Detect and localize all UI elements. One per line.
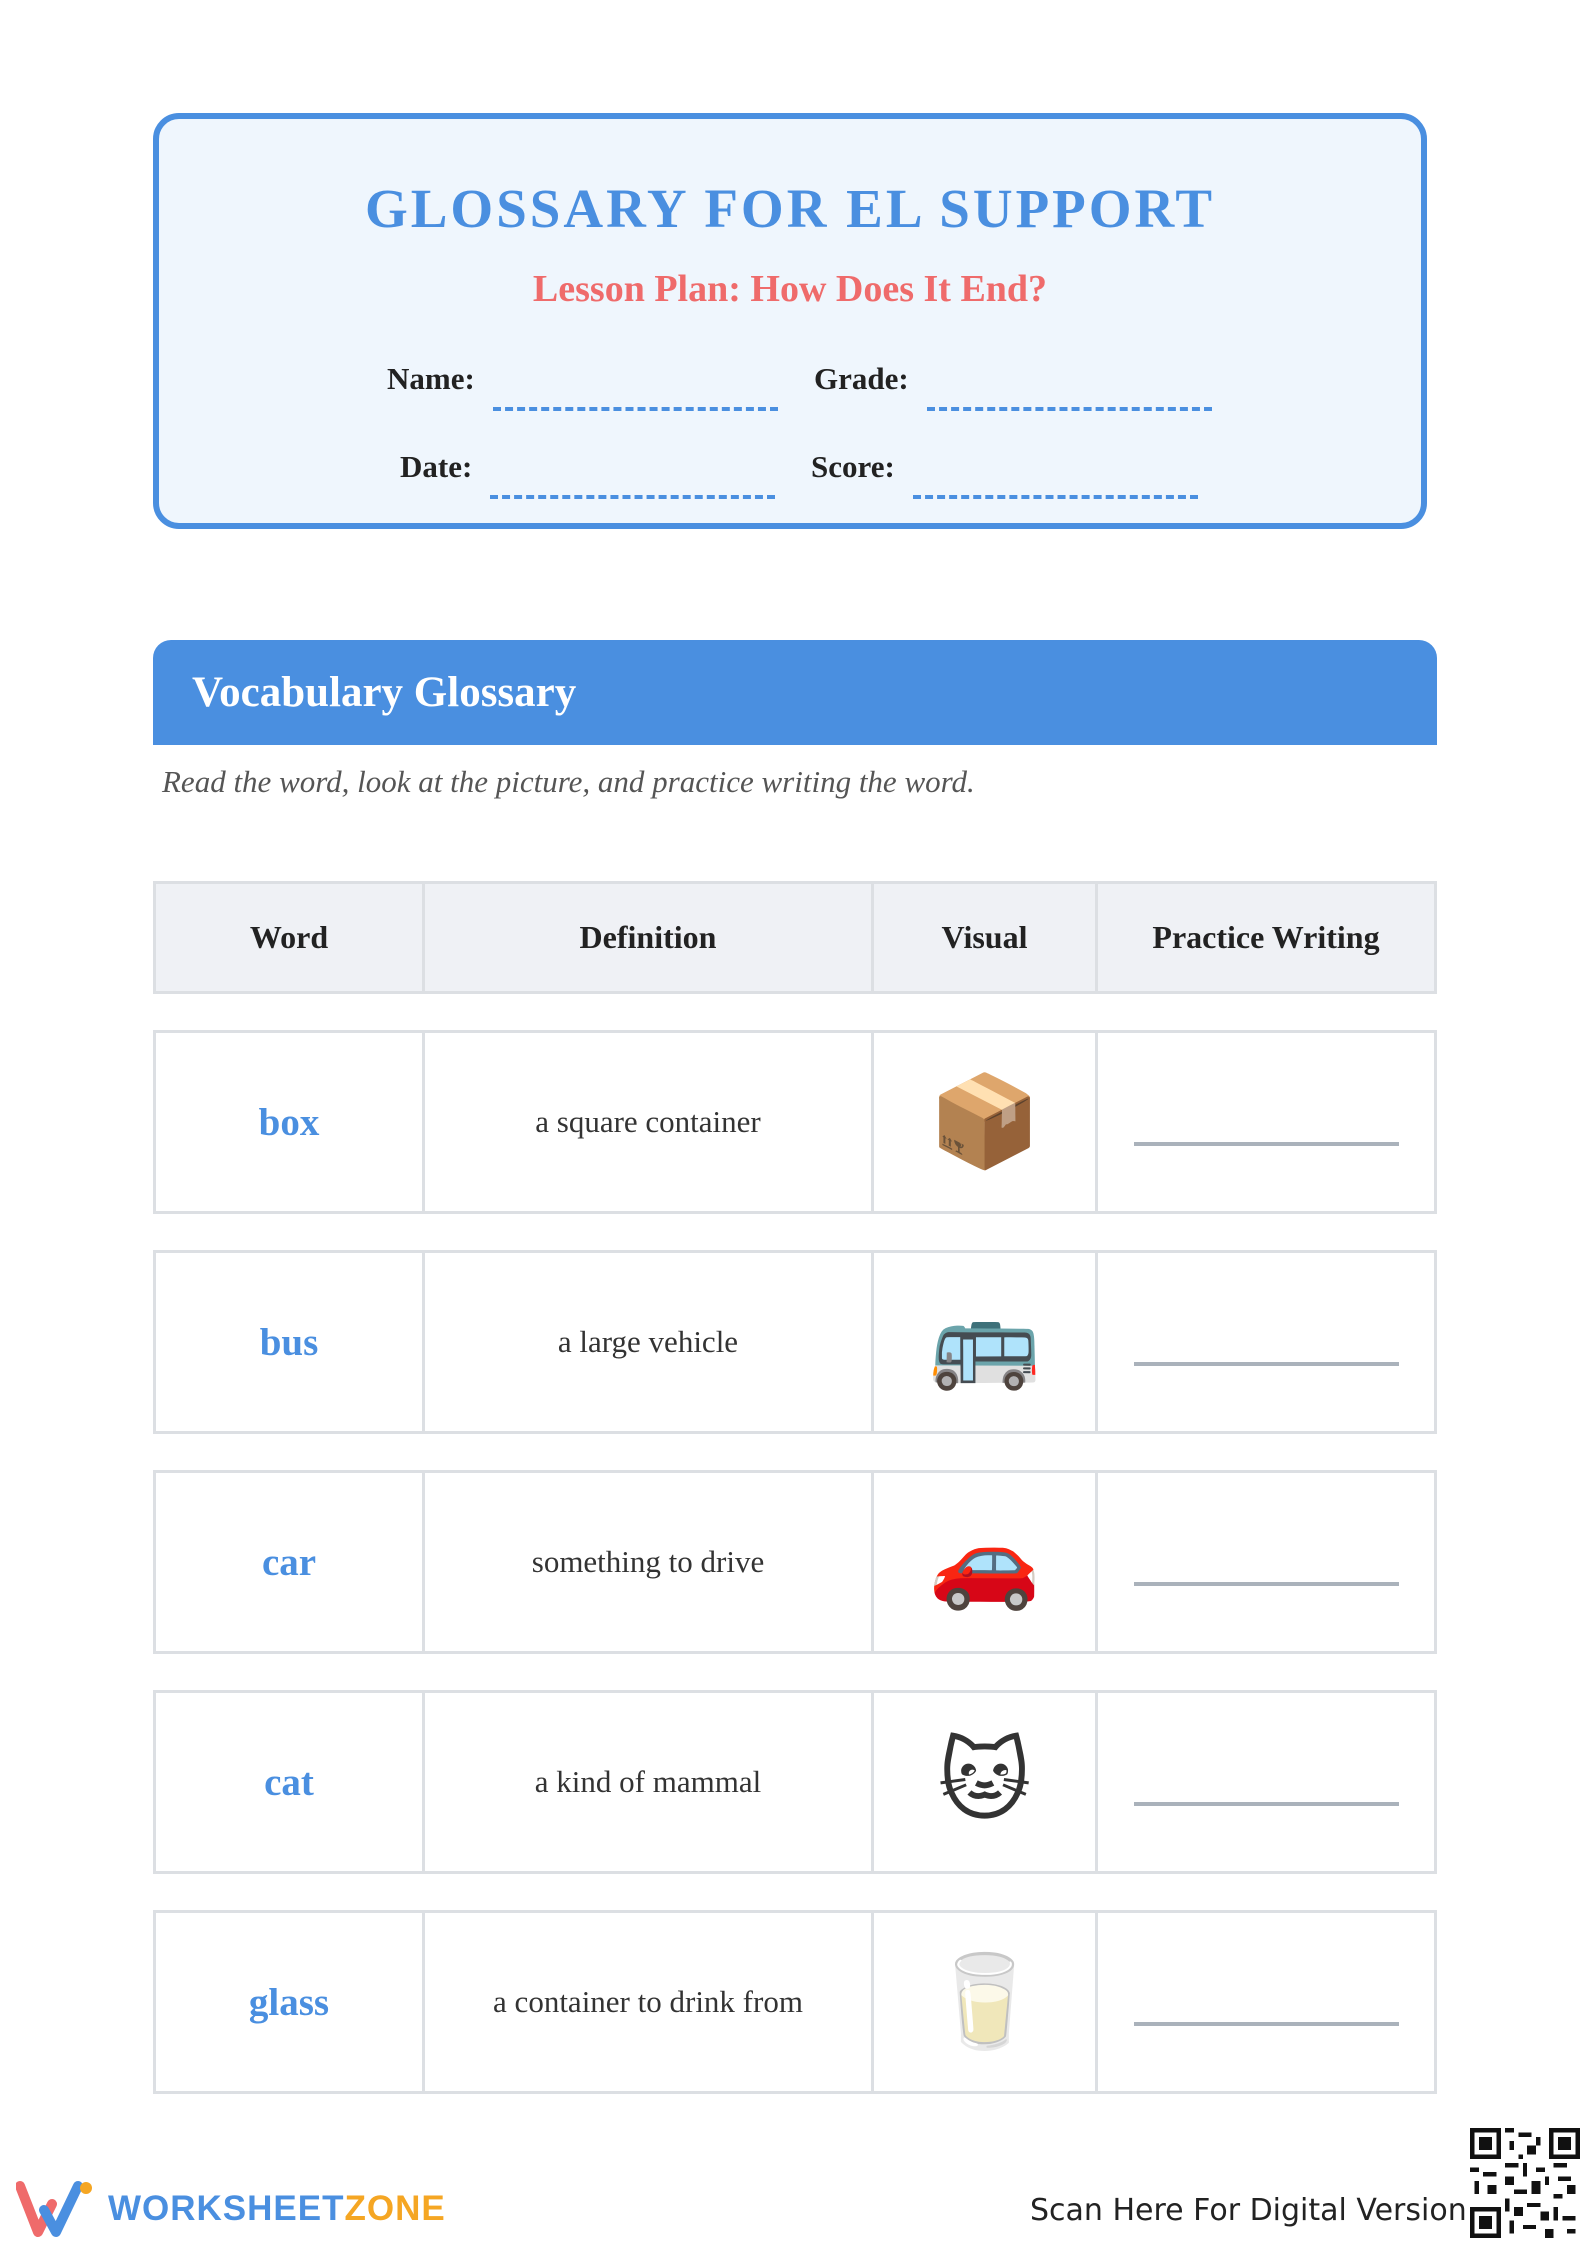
glass-of-milk-icon: 🥛	[928, 1949, 1041, 2054]
vocab-definition: a large vehicle	[557, 1324, 739, 1359]
header-word-label: Word	[249, 919, 329, 955]
word-cell	[156, 1913, 425, 2091]
score-label: Score:	[811, 449, 895, 484]
name-label: Name:	[387, 361, 475, 396]
header-definition-label: Definition	[579, 919, 717, 955]
word-cell	[156, 1473, 425, 1651]
worksheet-title: GLOSSARY FOR EL SUPPORT	[364, 178, 1216, 239]
name-blank-line[interactable]	[493, 407, 778, 411]
visual-cell	[874, 1693, 1098, 1871]
vocab-word: glass	[248, 1980, 330, 2024]
worksheetzone-logo[interactable]	[16, 2180, 446, 2238]
header-cell-word	[156, 884, 425, 991]
vocab-definition: something to drive	[531, 1544, 765, 1579]
definition-cell	[425, 1913, 874, 2091]
score-field[interactable]	[811, 449, 1198, 485]
vocab-definition: a kind of mammal	[534, 1764, 762, 1799]
table-row	[153, 1030, 1437, 1214]
practice-writing-line[interactable]	[1134, 1802, 1399, 1806]
practice-cell[interactable]	[1098, 1253, 1434, 1431]
logo-mark-icon	[16, 2180, 96, 2238]
table-row	[153, 1250, 1437, 1434]
grade-blank-line[interactable]	[927, 407, 1212, 411]
grade-label: Grade:	[814, 361, 909, 396]
cat-face-icon: 🐱	[937, 1729, 1032, 1834]
word-cell	[156, 1693, 425, 1871]
practice-writing-line[interactable]	[1134, 2022, 1399, 2026]
section-header-bar	[153, 640, 1437, 745]
vocab-word: bus	[259, 1320, 319, 1364]
lesson-plan-subtitle: Lesson Plan: How Does It End?	[532, 268, 1048, 310]
definition-cell	[425, 1693, 874, 1871]
table-row	[153, 1690, 1437, 1874]
practice-writing-line[interactable]	[1134, 1582, 1399, 1586]
worksheet-header	[153, 113, 1427, 529]
logo-wordmark	[108, 2189, 446, 2229]
table-row	[153, 1910, 1437, 2094]
definition-cell	[425, 1033, 874, 1211]
date-field[interactable]	[400, 449, 775, 485]
visual-cell	[874, 1253, 1098, 1431]
header-cell-definition	[425, 884, 874, 991]
header-cell-visual	[874, 884, 1098, 991]
logo-text-worksheet: WORKSHEET	[108, 2189, 345, 2228]
instructions-text: Read the word, look at the picture, and practice writing the word.	[162, 764, 975, 799]
practice-writing-line[interactable]	[1134, 1362, 1399, 1366]
vocab-word: box	[258, 1100, 320, 1144]
vocab-definition: a container to drink from	[493, 1984, 803, 2019]
word-cell	[156, 1033, 425, 1211]
table-row	[153, 1470, 1437, 1654]
section-title: Vocabulary Glossary	[192, 669, 577, 716]
header-practice-label: Practice Writing	[1152, 919, 1380, 955]
definition-cell	[425, 1473, 874, 1651]
header-cell-practice	[1098, 884, 1434, 991]
bus-icon: 🚌	[928, 1289, 1041, 1394]
practice-cell[interactable]	[1098, 1033, 1434, 1211]
vocab-word: car	[261, 1540, 317, 1584]
date-label: Date:	[400, 449, 473, 484]
visual-cell	[874, 1913, 1098, 2091]
definition-cell	[425, 1253, 874, 1431]
visual-cell	[874, 1473, 1098, 1651]
practice-cell[interactable]	[1098, 1913, 1434, 2091]
qr-code-icon[interactable]	[1470, 2128, 1580, 2238]
score-blank-line[interactable]	[913, 495, 1198, 499]
package-icon: 📦	[928, 1069, 1041, 1174]
car-icon: 🚗	[928, 1509, 1041, 1614]
date-blank-line[interactable]	[490, 495, 775, 499]
practice-writing-line[interactable]	[1134, 1142, 1399, 1146]
vocab-definition: a square container	[535, 1104, 761, 1139]
word-cell	[156, 1253, 425, 1431]
scan-instruction: Scan Here For Digital Version	[1030, 2193, 1467, 2228]
vocab-word: cat	[264, 1760, 314, 1804]
logo-text-zone: ZONE	[344, 2189, 446, 2228]
practice-cell[interactable]	[1098, 1473, 1434, 1651]
name-field[interactable]	[387, 361, 778, 397]
practice-cell[interactable]	[1098, 1693, 1434, 1871]
table-header-row	[153, 881, 1437, 994]
visual-cell	[874, 1033, 1098, 1211]
header-visual-label: Visual	[941, 919, 1028, 955]
grade-field[interactable]	[814, 361, 1212, 397]
